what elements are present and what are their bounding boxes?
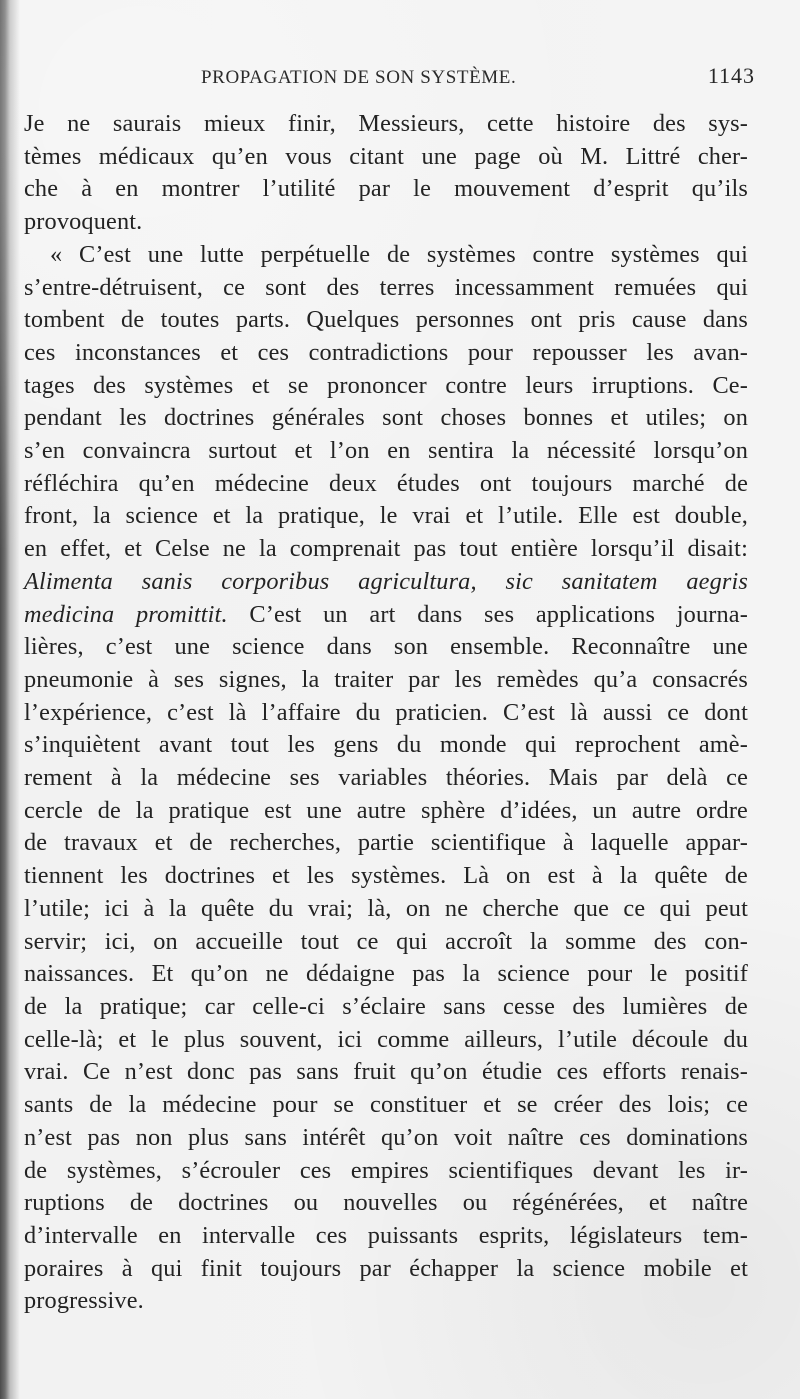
text-line: pneumonie à ses signes, la traiter par les remèdes qu’a consacrés [24,665,748,693]
text-line: tombent de toutes parts. Quelques personnes ont pris cause dans [24,306,748,334]
text-line: l’expérience, c’est là l’affaire du praticien. C’est là aussi ce dont [24,698,748,726]
text-line: tiennent les doctrines et les systèmes. Là on est à la quête de [24,862,748,890]
text-line: celle-là; et le plus souvent, ici comme ailleurs, l’utile découle du [24,1025,748,1053]
text-line: tages des systèmes et se prononcer contre leurs irruptions. Ce- [24,371,748,399]
text-line: ces inconstances et ces contradictions pour repousser les avan- [24,338,748,366]
text-line: provoquent. [24,208,143,236]
text-fragment: C’est un art dans ses applications journa- [227,600,748,628]
text-line: che à en montrer l’utilité par le mouvement d’esprit qu’ils [24,175,748,203]
text-line: de la pratique; car celle-ci s’éclaire sans cesse des lumières de [24,992,748,1020]
latin-quote-fragment: medicina promittit. [24,600,228,628]
page-text [24,108,748,1318]
running-head [0,63,800,94]
text-line: front, la science et la pratique, le vrai et l’utile. Elle est double, [24,502,748,530]
text-line: s’entre-détruisent, ce sont des terres incessamment remuées qui [24,273,748,301]
text-line: s’inquiètent avant tout les gens du monde qui reprochent amè- [24,731,748,759]
text-line: réfléchira qu’en médecine deux études ont toujours marché de [24,469,748,497]
text-line: de systèmes, s’écrouler ces empires scientifiques devant les ir- [24,1156,748,1184]
text-line-mixed [24,599,748,632]
text-line: d’intervalle en intervalle ces puissants esprits, législateurs tem- [24,1221,748,1249]
text-line: cercle de la pratique est une autre sphère d’idées, un autre ordre [24,796,748,824]
text-line: progressive. [24,1287,144,1315]
text-line: s’en convaincra surtout et l’on en sentira la nécessité lorsqu’on [24,437,748,465]
text-line: n’est pas non plus sans intérêt qu’on voit naître ces dominations [24,1123,748,1151]
text-line: poraires à qui finit toujours par échapper la science mobile et [24,1254,748,1282]
text-line: lières, c’est une science dans son ensemble. Reconnaître une [24,633,748,661]
text-line: naissances. Et qu’on ne dédaigne pas la science pour le positif [24,960,748,988]
text-line: rement à la médecine ses variables théories. Mais par delà ce [24,764,748,792]
text-line: de travaux et de recherches, partie scientifique à laquelle appar- [24,829,748,857]
text-line: pendant les doctrines générales sont choses bonnes et utiles; on [24,404,748,432]
text-line: servir; ici, on accueille tout ce qui accroît la somme des con- [24,927,748,955]
text-line: vrai. Ce n’est donc pas sans fruit qu’on étudie ces efforts renais- [24,1058,748,1086]
page-number: 1143 [707,63,755,88]
running-head-title: PROPAGATION DE SON SYSTÈME. [201,67,517,88]
text-line: Je ne saurais mieux finir, Messieurs, cette histoire des sys- [24,110,748,137]
text-line: « C’est une lutte perpétuelle de systèmes contre systèmes qui [50,240,748,268]
latin-quote-line: Alimenta sanis corporibus agricultura, sic sanitatem aegris [24,567,748,595]
text-line: sants de la médecine pour se constituer et se créer des lois; ce [24,1091,748,1119]
text-line: tèmes médicaux qu’en vous citant une page où M. Littré cher- [24,142,748,170]
text-line: l’utile; ici à la quête du vrai; là, on ne cherche que ce qui peut [24,894,748,922]
text-line: ruptions de doctrines ou nouvelles ou régénérées, et naître [24,1189,748,1217]
text-line: en effet, et Celse ne la comprenait pas tout entière lorsqu’il disait: [24,535,748,563]
